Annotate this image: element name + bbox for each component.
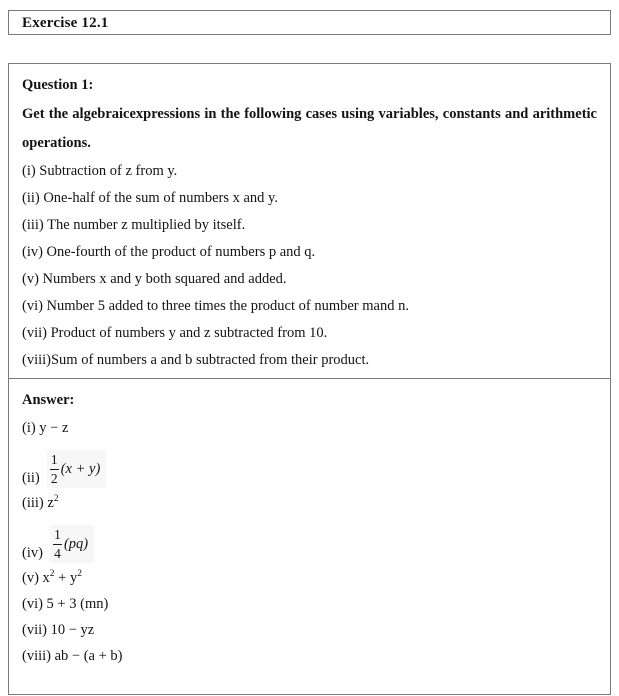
answer-item-viii: (viii) ab − (a + b) xyxy=(22,648,123,664)
answer-item-iii-exponent: 2 xyxy=(53,494,59,505)
fraction-half xyxy=(50,452,59,486)
question-item-v: (v) Numbers x and y both squared and added. xyxy=(22,271,287,287)
question-item-i: (i) Subtraction of z from y. xyxy=(22,163,178,179)
answer-item-v-exp2: 2 xyxy=(77,569,82,580)
fraction-expression-half xyxy=(47,450,107,488)
question-item-ii: (ii) One-half of the sum of numbers x and y. xyxy=(22,190,278,206)
question-item-vi: (vi) Number 5 added to three times the product of number mand n. xyxy=(22,298,409,314)
question-section xyxy=(9,64,610,378)
answer-item-v-part2: + y xyxy=(54,570,78,586)
fraction-numerator: 1 xyxy=(50,452,58,468)
answer-item-iii-base: (iii) z xyxy=(22,495,54,511)
answer-item-vi: (vi) 5 + 3 (mn) xyxy=(22,596,109,612)
answer-item-ii xyxy=(22,444,597,488)
fraction-denominator: 2 xyxy=(50,470,58,486)
fraction-quarter xyxy=(53,527,62,561)
answer-item-v xyxy=(22,565,597,591)
fraction-numerator: 1 xyxy=(54,527,61,543)
answer-item-v-exp1: 2 xyxy=(49,569,55,580)
answer-item-i: (i) y − z xyxy=(22,420,69,436)
question-item-iv: (iv) One-fourth of the product of numbers p and q. xyxy=(22,244,316,260)
answer-item-iv xyxy=(22,519,597,563)
question-item-vii: (vii) Product of numbers y and z subtracted from 10. xyxy=(22,325,328,341)
answer-section xyxy=(9,378,610,694)
answer-item-v-part1: (v) x xyxy=(22,570,50,586)
answer-item-ii-label: (ii) xyxy=(22,470,40,486)
fraction-tail: (x + y) xyxy=(60,461,101,478)
question-item-iii: (iii) The number z multiplied by itself. xyxy=(22,217,246,233)
fraction-expression-quarter xyxy=(50,525,94,563)
question-prompt: Get the algebraicexpressions in the following cases using variables, constants and arithmetic operations. xyxy=(22,106,597,151)
fraction-bar xyxy=(53,544,62,545)
fraction-tail: (pq) xyxy=(63,536,89,553)
question-heading: Question 1: xyxy=(22,77,94,93)
answer-item-iii xyxy=(22,490,597,516)
question-answer-card xyxy=(8,63,611,695)
exercise-header-box xyxy=(8,10,611,35)
fraction-bar xyxy=(50,469,59,470)
answer-heading: Answer: xyxy=(22,392,75,408)
question-item-viii: (viii)Sum of numbers a and b subtracted from their product. xyxy=(22,352,370,368)
fraction-denominator: 4 xyxy=(54,545,61,561)
answer-item-iv-label: (iv) xyxy=(22,545,43,561)
exercise-title: Exercise 12.1 xyxy=(22,15,109,31)
answer-item-vii: (vii) 10 − yz xyxy=(22,622,95,638)
